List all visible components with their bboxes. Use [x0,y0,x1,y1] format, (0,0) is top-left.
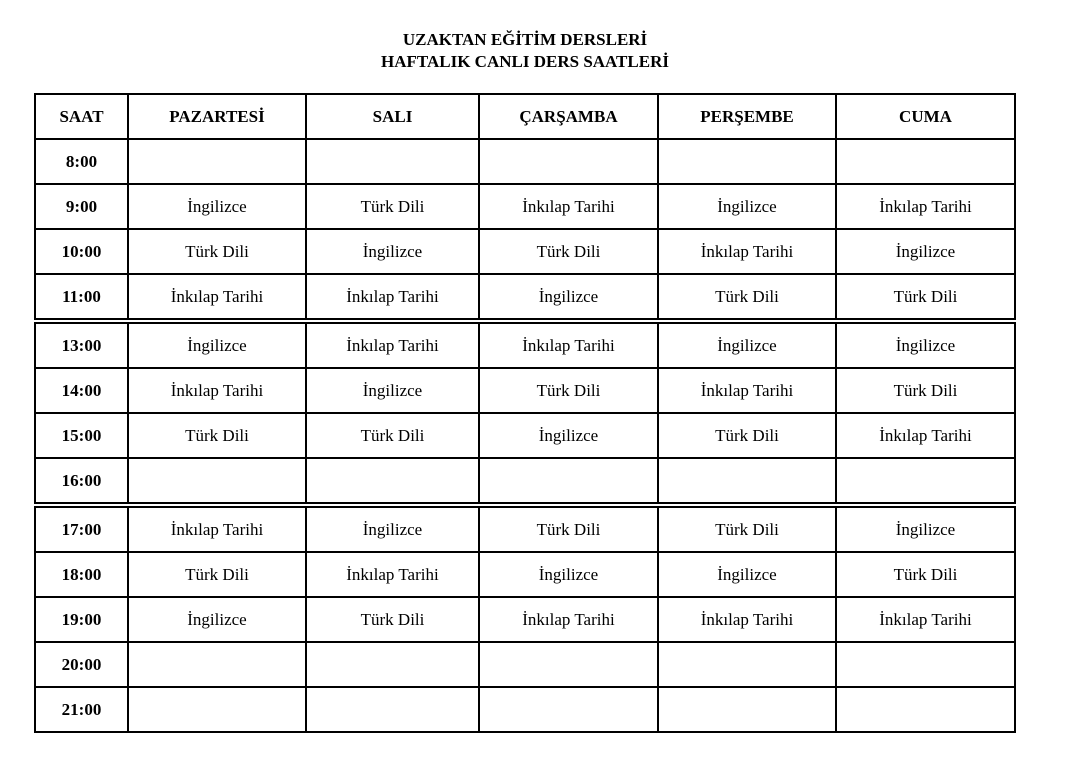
course-cell: İngilizce [836,321,1015,368]
course-cell: İnkılap Tarihi [658,229,836,274]
time-cell: 19:00 [35,597,128,642]
course-cell: İngilizce [128,321,306,368]
time-cell: 18:00 [35,552,128,597]
header-pazartesi: PAZARTESİ [128,94,306,139]
header-persembe: PERŞEMBE [658,94,836,139]
course-cell: İnkılap Tarihi [836,597,1015,642]
header-cuma: CUMA [836,94,1015,139]
course-cell [128,687,306,732]
course-cell [128,458,306,505]
course-cell: İnkılap Tarihi [658,368,836,413]
page-subtitle: HAFTALIK CANLI DERS SAATLERİ [381,52,669,71]
course-cell: İngilizce [479,413,658,458]
course-cell [306,687,479,732]
course-cell [836,687,1015,732]
course-cell: İngilizce [658,552,836,597]
table-row [35,505,1015,552]
table-row [35,229,1015,274]
table-row [35,458,1015,505]
schedule-table [34,93,1016,733]
course-cell: İnkılap Tarihi [479,184,658,229]
schedule-body [35,139,1015,732]
time-cell: 20:00 [35,642,128,687]
course-cell: İngilizce [836,505,1015,552]
time-cell: 16:00 [35,458,128,505]
course-cell: İnkılap Tarihi [479,321,658,368]
course-cell: İnkılap Tarihi [306,321,479,368]
course-cell [836,458,1015,505]
time-cell: 13:00 [35,321,128,368]
course-cell [836,642,1015,687]
course-cell: İngilizce [128,184,306,229]
course-cell [479,687,658,732]
course-cell: İnkılap Tarihi [128,274,306,321]
course-cell: İnkılap Tarihi [306,552,479,597]
course-cell [658,642,836,687]
header-sali: SALI [306,94,479,139]
time-cell: 21:00 [35,687,128,732]
course-cell [658,458,836,505]
time-cell: 14:00 [35,368,128,413]
course-cell [128,139,306,184]
course-cell: İngilizce [479,274,658,321]
course-cell [658,687,836,732]
course-cell: İngilizce [128,597,306,642]
course-cell: Türk Dili [128,413,306,458]
table-row [35,274,1015,321]
course-cell: Türk Dili [658,413,836,458]
course-cell [128,642,306,687]
course-cell: İnkılap Tarihi [306,274,479,321]
table-row [35,552,1015,597]
table-row [35,687,1015,732]
course-cell: Türk Dili [836,274,1015,321]
course-cell: Türk Dili [306,184,479,229]
course-cell: Türk Dili [479,505,658,552]
table-row [35,184,1015,229]
course-cell [658,139,836,184]
course-cell: Türk Dili [128,229,306,274]
header-carsamba: ÇARŞAMBA [479,94,658,139]
table-row [35,597,1015,642]
course-cell: Türk Dili [128,552,306,597]
course-cell: İngilizce [658,184,836,229]
table-row [35,642,1015,687]
course-cell: İngilizce [306,368,479,413]
table-row [35,139,1015,184]
course-cell: İnkılap Tarihi [128,368,306,413]
table-row [35,368,1015,413]
course-cell: İnkılap Tarihi [836,413,1015,458]
course-cell: Türk Dili [479,229,658,274]
course-cell: İngilizce [306,505,479,552]
course-cell: İnkılap Tarihi [479,597,658,642]
course-cell: İngilizce [658,321,836,368]
course-cell: İnkılap Tarihi [128,505,306,552]
course-cell: İngilizce [306,229,479,274]
header-saat: SAAT [35,94,128,139]
header-row [35,94,1015,139]
table-row [35,321,1015,368]
course-cell: Türk Dili [658,274,836,321]
time-cell: 15:00 [35,413,128,458]
time-cell: 17:00 [35,505,128,552]
course-cell: İngilizce [836,229,1015,274]
time-cell: 9:00 [35,184,128,229]
course-cell [836,139,1015,184]
course-cell [479,139,658,184]
course-cell [306,642,479,687]
course-cell: Türk Dili [836,368,1015,413]
page-title: UZAKTAN EĞİTİM DERSLERİ [402,30,648,49]
course-cell: Türk Dili [306,413,479,458]
course-cell [479,642,658,687]
table-row [35,413,1015,458]
course-cell: Türk Dili [836,552,1015,597]
course-cell: Türk Dili [479,368,658,413]
course-cell [479,458,658,505]
course-cell: İnkılap Tarihi [836,184,1015,229]
course-cell: Türk Dili [658,505,836,552]
course-cell: Türk Dili [306,597,479,642]
time-cell: 11:00 [35,274,128,321]
course-cell: İngilizce [479,552,658,597]
time-cell: 10:00 [35,229,128,274]
course-cell: İnkılap Tarihi [658,597,836,642]
time-cell: 8:00 [35,139,128,184]
course-cell [306,139,479,184]
course-cell [306,458,479,505]
